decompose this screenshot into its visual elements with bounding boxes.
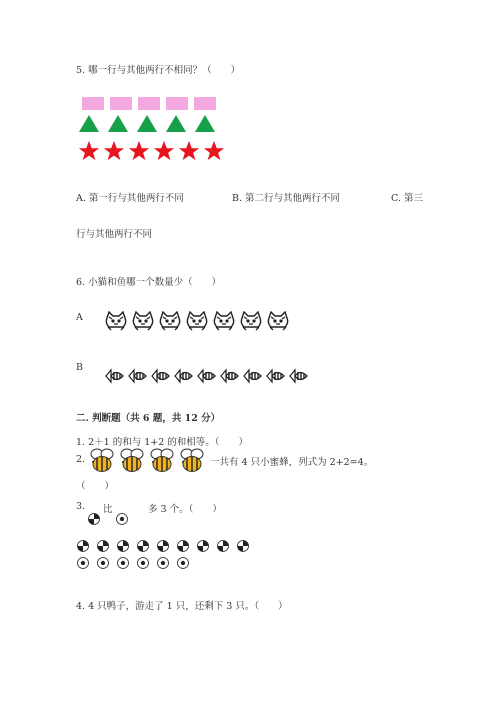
soccer-ball-icon (117, 557, 129, 569)
volleyball-icon (88, 513, 100, 525)
soccer-ball-icon (97, 557, 109, 569)
cat-icon (266, 311, 290, 331)
green-triangle (108, 115, 128, 132)
pink-square (138, 97, 160, 110)
pink-square (194, 97, 216, 110)
tf-item-3-bi: 比 (103, 504, 113, 515)
red-star-icon (78, 140, 100, 162)
q5-option-c-continued: 行与其他两行不同 (76, 229, 153, 240)
red-star-icon (178, 140, 200, 162)
fish-icon (104, 368, 125, 384)
soccer-ball-icon (137, 557, 149, 569)
volleyball-icon (97, 540, 109, 552)
q6-label-b: B (76, 362, 83, 373)
q6-label-a: A (76, 312, 83, 323)
soccer-ball-icon (157, 557, 169, 569)
tf-item-1: 1. 2＋1 的和与 1+2 的和相等。（ ） (76, 437, 249, 448)
cat-icon (131, 311, 155, 331)
volleyball-icon (157, 540, 169, 552)
cat-icon (185, 311, 209, 331)
question-5-title: 5. 哪一行与其他两行不相同？（ ） (76, 65, 241, 76)
cat-icon (104, 311, 128, 331)
tf-item-2-text: 一共有 4 只小蜜蜂，列式为 2+2=4。 (210, 457, 374, 468)
tf-item-3-text: 多 3 个。（ ） (148, 504, 222, 515)
fish-icon (127, 368, 148, 384)
fish-row (104, 368, 311, 384)
volleyball-icon (77, 540, 89, 552)
bee-icon (88, 448, 116, 474)
tf-item-2-paren: （ ） (76, 481, 115, 492)
q5-option-b: B. 第二行与其他两行不同 (232, 193, 341, 204)
bees-row (88, 448, 208, 474)
volleyball-icon (217, 540, 229, 552)
cat-icon (212, 311, 236, 331)
section-2-heading: 二. 判断题（共 6 题，共 12 分） (76, 413, 221, 424)
bee-icon (118, 448, 146, 474)
pink-squares-row (82, 97, 222, 110)
question-6-title: 6. 小猫和鱼哪一个数量少（ ） (76, 277, 222, 288)
fish-icon (288, 368, 309, 384)
tf-item-2-number: 2. (76, 454, 86, 465)
q5-option-a: A. 第一行与其他两行不同 (76, 193, 184, 204)
soccer-ball-icon (177, 557, 189, 569)
fish-icon (265, 368, 286, 384)
red-stars-row (78, 140, 228, 162)
soccer-ball-icon (116, 513, 128, 525)
green-triangle (79, 115, 99, 132)
green-triangle (137, 115, 157, 132)
fish-icon (150, 368, 171, 384)
volleyball-icon (117, 540, 129, 552)
tf-item-4: 4. 4 只鸭子，游走了 1 只，还剩下 3 只。（ ） (76, 601, 288, 612)
soccer-ball-row (77, 557, 197, 569)
red-star-icon (203, 140, 225, 162)
soccer-ball-icon (77, 557, 89, 569)
red-star-icon (128, 140, 150, 162)
volleyball-icon (237, 540, 249, 552)
volleyball-icon (197, 540, 209, 552)
green-triangle (166, 115, 186, 132)
pink-square (82, 97, 104, 110)
volleyball-icon (137, 540, 149, 552)
fish-icon (196, 368, 217, 384)
volleyball-row (77, 540, 257, 552)
q5-option-c: C. 第三 (391, 193, 423, 204)
bee-icon (178, 448, 206, 474)
cat-icon (158, 311, 182, 331)
fish-icon (219, 368, 240, 384)
green-triangles-row (79, 115, 224, 132)
volleyball-icon (177, 540, 189, 552)
red-star-icon (103, 140, 125, 162)
bee-icon (148, 448, 176, 474)
pink-square (166, 97, 188, 110)
cats-row (104, 311, 293, 331)
pink-square (110, 97, 132, 110)
red-star-icon (153, 140, 175, 162)
green-triangle (195, 115, 215, 132)
fish-icon (242, 368, 263, 384)
cat-icon (239, 311, 263, 331)
tf-item-3-number: 3. (76, 501, 86, 512)
fish-icon (173, 368, 194, 384)
